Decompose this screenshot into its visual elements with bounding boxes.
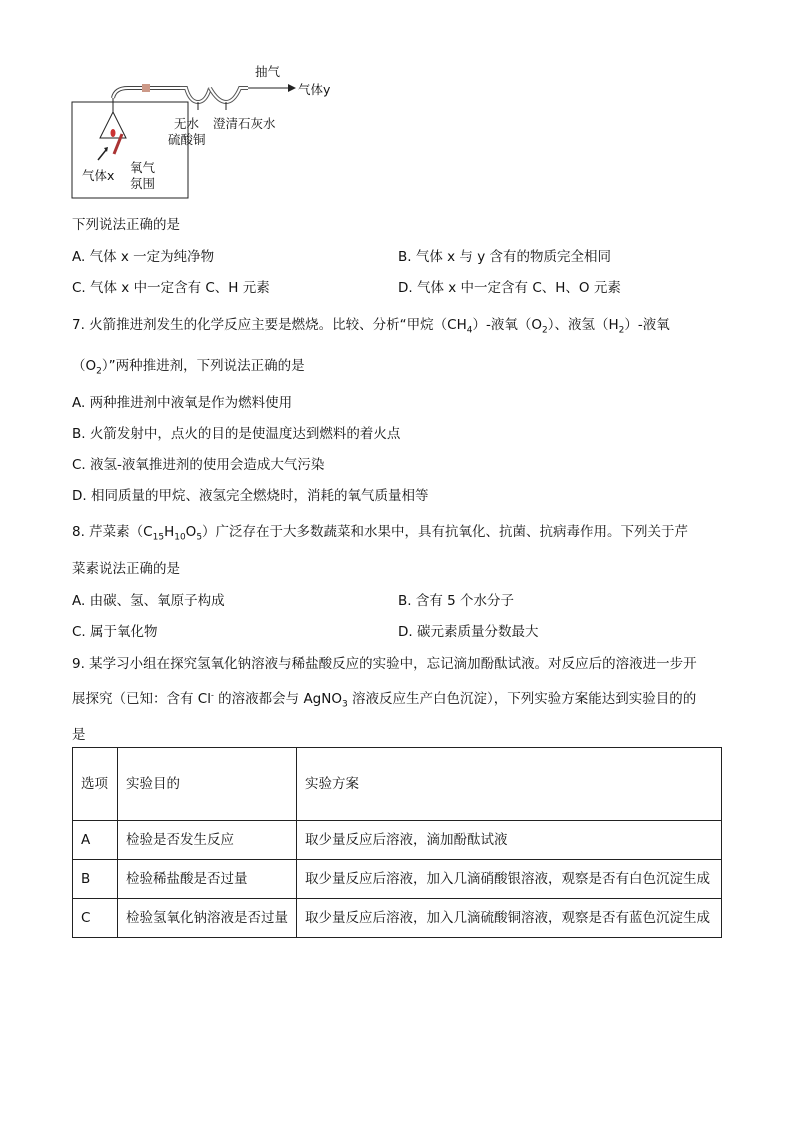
q7-text: ）-液氧（O [472,317,542,333]
q8-sub: 5 [196,532,203,543]
q7-option-d: D. 相同质量的甲烷、液氢完全燃烧时，消耗的氧气质量相等 [72,488,429,504]
q9-stem-line3: 是 [72,727,86,743]
q8-sub: 10 [174,532,186,543]
table-header-row [73,748,722,821]
q8-text: H [164,524,175,540]
oxygen-label-2: 氛围 [130,176,156,191]
table-header-cell: 选项 [73,748,118,821]
table-cell: B [73,860,118,899]
table-row [73,821,722,860]
cuso4-label-2: 硫酸铜 [168,132,206,147]
q7-sub: 4 [466,325,473,336]
q7-text: ）-液氧 [624,317,670,333]
q8-option-d: D. 碳元素质量分数最大 [398,624,539,640]
cuso4-label-1: 无水 [174,116,200,131]
q8-stem-line1 [72,520,688,543]
q7-text: 7. 火箭推进剂发生的化学反应主要是燃烧。比较、分析“甲烷（CH [72,317,467,333]
table-header-cell: 实验方案 [297,748,722,821]
gas-x-label: 气体x [82,168,115,183]
q9-text: 的溶液都会与 AgNO [213,691,342,707]
q6-option-b: B. 气体 x 与 y 含有的物质完全相同 [398,249,611,265]
q9-text: 展探究（已知：含有 Cl [72,691,211,707]
q6-option-d: D. 气体 x 中一定含有 C、H、O 元素 [398,280,621,296]
q8-stem-line2: 菜素说法正确的是 [72,561,180,577]
q7-stem-line1 [72,313,670,336]
table-cell: 检验是否发生反应 [118,821,297,860]
q8-option-c: C. 属于氧化物 [72,624,158,640]
q9-sup: - [210,690,214,700]
q8-option-a: A. 由碳、氢、氧原子构成 [72,593,225,609]
table-cell: 取少量反应后溶液，加入几滴硫酸铜溶液，观察是否有蓝色沉淀生成 [297,899,722,938]
q6-stem: 下列说法正确的是 [72,217,180,233]
table-cell: 检验稀盐酸是否过量 [118,860,297,899]
q9-stem-line1: 9. 某学习小组在探究氢氧化钠溶液与稀盐酸反应的实验中，忘记滴加酚酞试液。对反应后的溶液进一步开 [72,656,697,672]
q9-text: 溶液反应生产白色沉淀），下列实验方案能达到实验目的的 [347,691,697,707]
table-header-cell: 实验目的 [118,748,297,821]
table-cell: C [73,899,118,938]
q8-text: 8. 芹菜素（C [72,524,153,540]
apparatus-diagram [70,62,370,202]
q7-option-b: B. 火箭发射中，点火的目的是使温度达到燃料的着火点 [72,426,401,442]
q7-stem-line2 [72,354,305,377]
table-cell: 检验氢氧化钠溶液是否过量 [118,899,297,938]
table-cell: 取少量反应后溶液，加入几滴硝酸银溶液，观察是否有白色沉淀生成 [297,860,722,899]
q7-sub: 2 [96,366,102,377]
q9-sub: 3 [341,699,348,710]
gas-y-label: 气体y [298,82,331,97]
q8-option-b: B. 含有 5 个水分子 [398,593,515,609]
q9-stem-line2 [72,687,696,710]
q7-option-c: C. 液氢-液氧推进剂的使用会造成大气污染 [72,457,325,473]
q7-option-a: A. 两种推进剂中液氧是作为燃料使用 [72,395,293,411]
table-cell: 取少量反应后溶液，滴加酚酞试液 [297,821,722,860]
q6-option-a: A. 气体 x 一定为纯净物 [72,249,215,265]
q8-text: O [185,524,197,540]
table-row [73,899,722,938]
q7-sub: 2 [618,325,625,336]
q8-sub: 15 [152,532,165,543]
q8-text: ）广泛存在于大多数蔬菜和水果中，具有抗氧化、抗菌、抗病毒作用。下列关于芹 [202,524,689,540]
q6-option-c: C. 气体 x 中一定含有 C、H 元素 [72,280,270,296]
limewater-label: 澄清石灰水 [213,116,276,131]
q7-sub: 2 [541,325,548,336]
table-cell: A [73,821,118,860]
q7-text: ）、液氢（H [547,317,619,333]
pump-label: 抽气 [255,64,281,79]
table-row [73,860,722,899]
q7-text: ）”两种推进剂，下列说法正确的是 [101,358,305,374]
oxygen-label-1: 氧气 [130,160,156,175]
q7-text: （O [72,358,97,374]
q9-table [72,747,722,938]
